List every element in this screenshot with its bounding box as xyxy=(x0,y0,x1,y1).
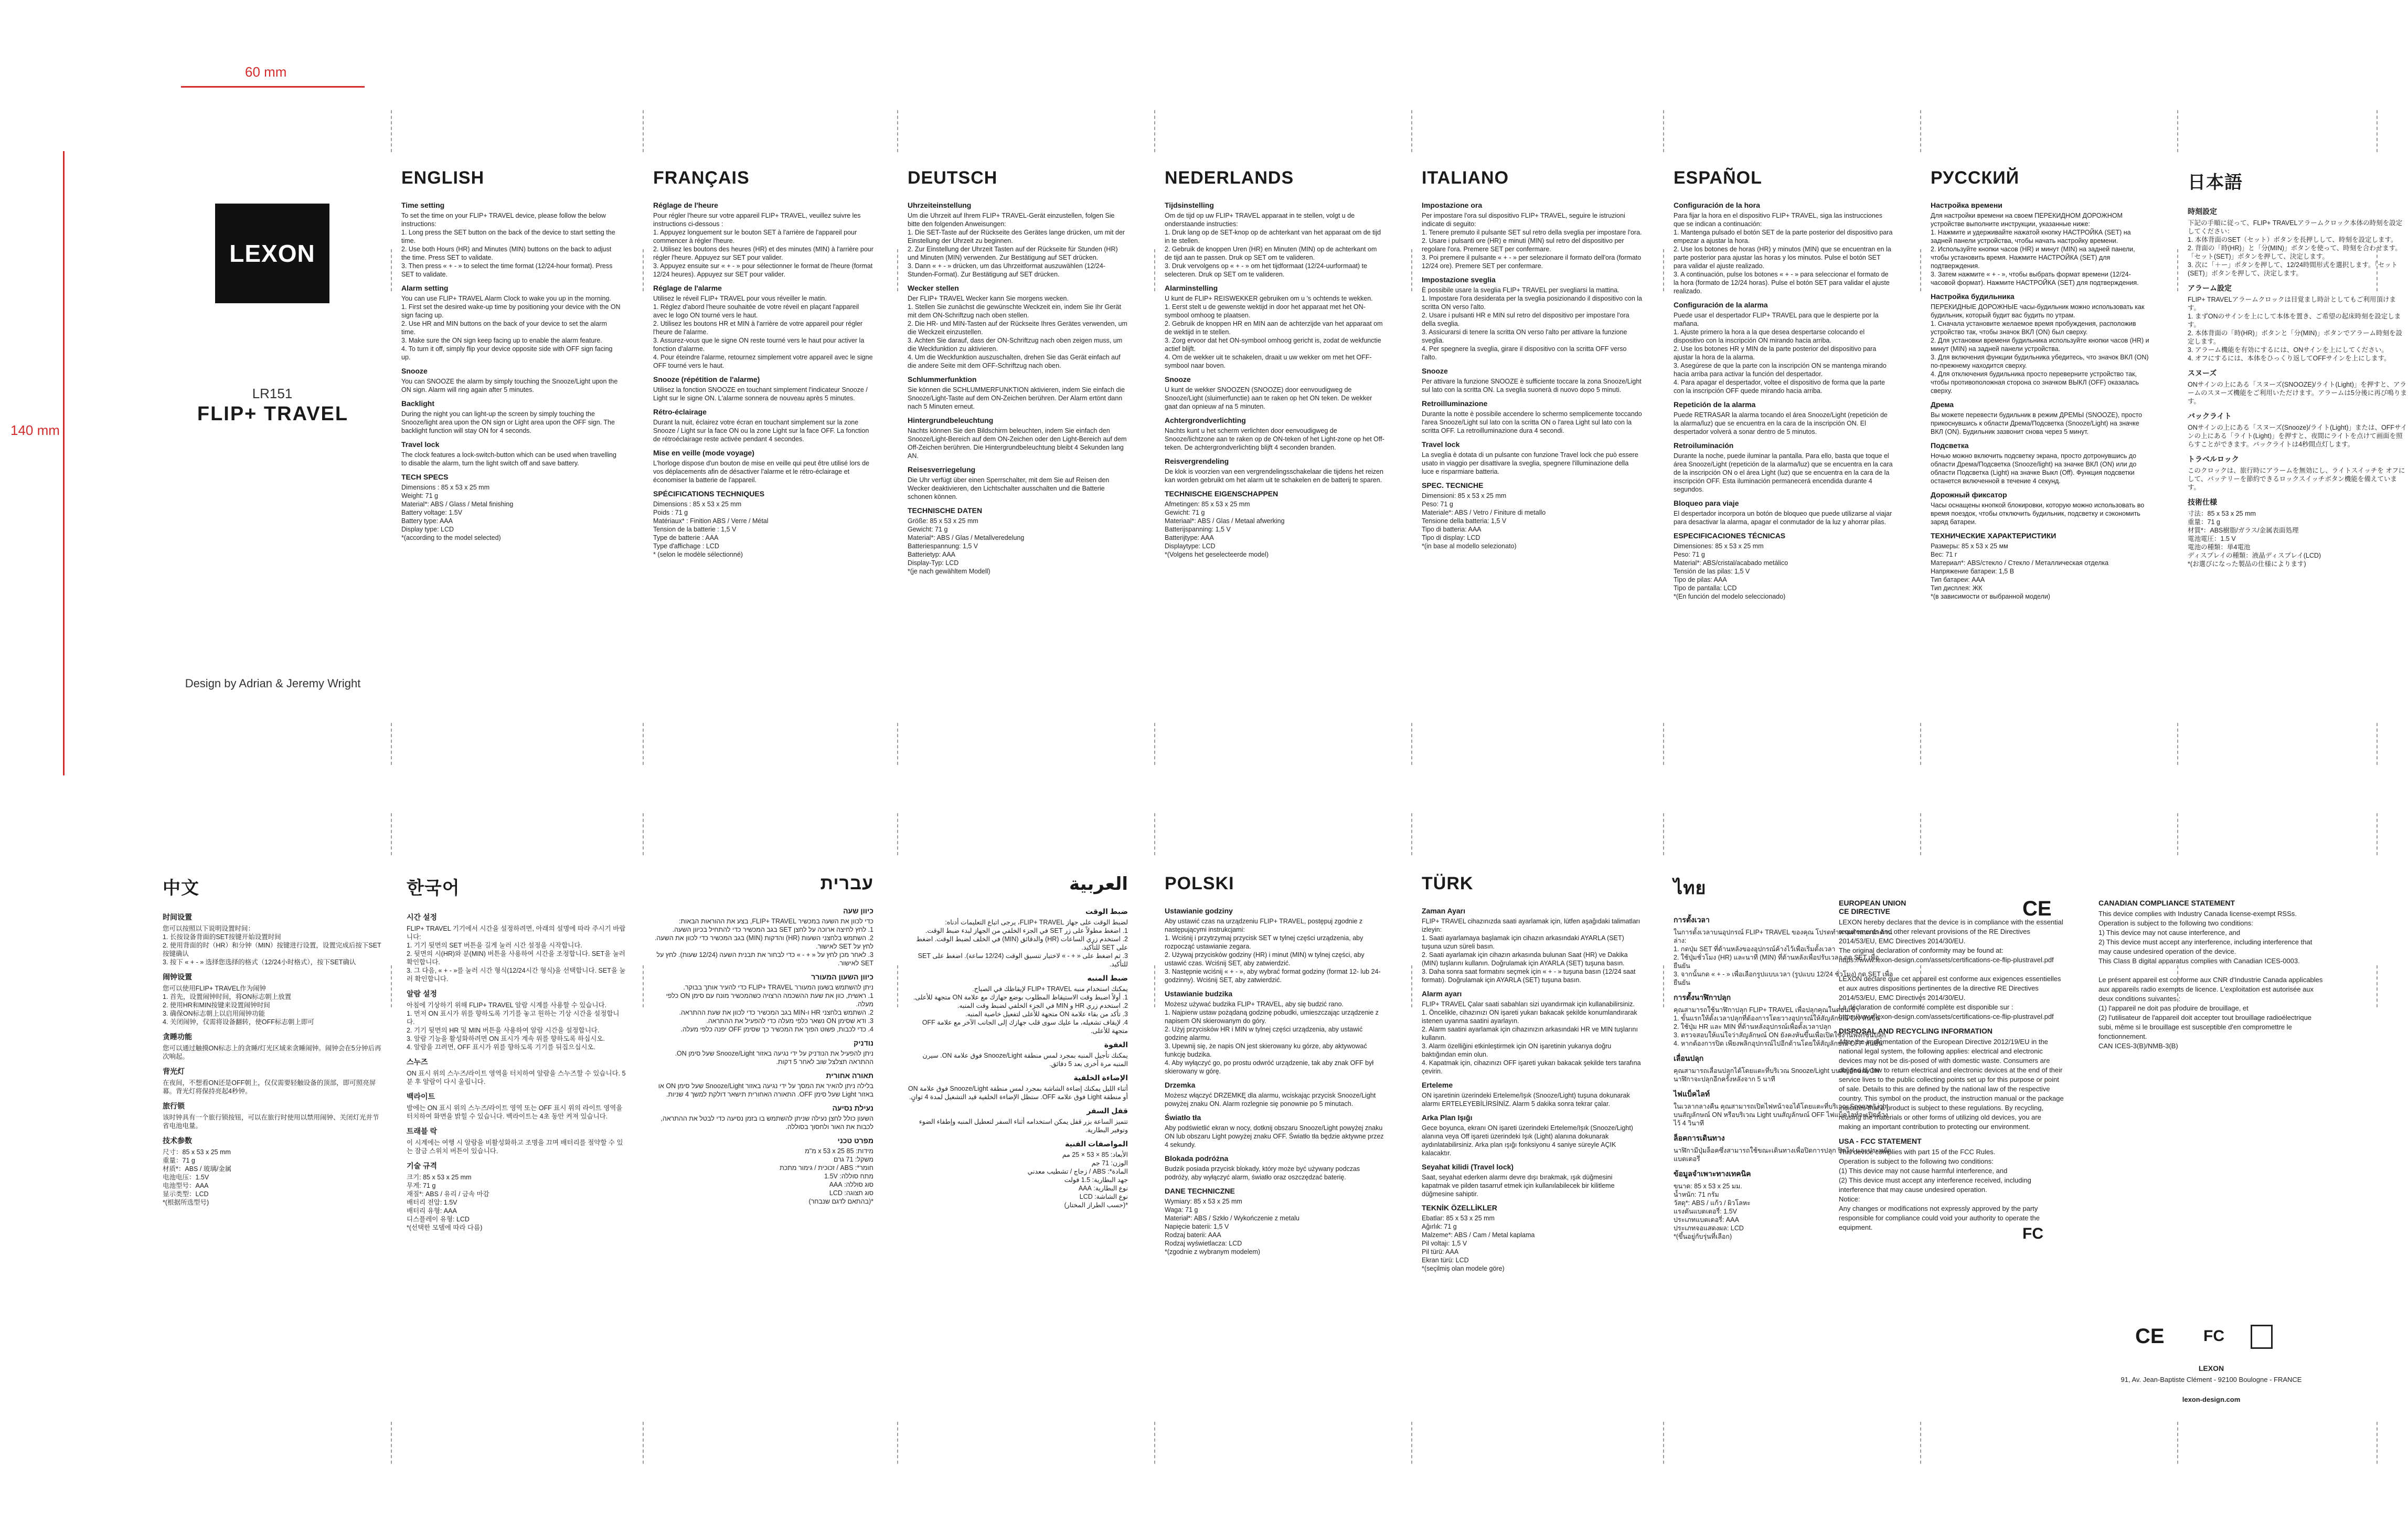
section-heading: ESPECIFICACIONES TÉCNICAS xyxy=(1674,531,1786,540)
height-dimension-label: 140 mm xyxy=(10,422,60,438)
section-body: 밤에는 ON 표시 위의 스누즈/라이트 영역 또는 OFF 표시 위의 라이트 영역을 터치하여 화면을 밝힐 수 있습니다. 백라이트는 4초 동안 켜져 있습니다. xyxy=(407,1104,623,1120)
section-heading: Alarm ayarı xyxy=(1422,989,1462,998)
section-body: يمكنك استخدام منبه FLIP+ TRAVEL لإيقاظك في الصباح. 1. أولاً اضبط وقت الاستيقاظ المطلوب بوضع جهازك مع علامة ON متجهة للأعلى. 2. استخدم زري HR و MIN في الجزء الخلفي لضبط وقت المنبه. 3. تأكد من بقاء علامة ON متجهة للأعلى لتفعيل خاصية المنبه. 4. لإيقاف تشغيله، ما عليك سوى قلب جهازك إلى الجانب الآخر مع علامة OFF متجهة للأعلى. xyxy=(913,985,1128,1035)
section-heading: Repetición de la alarma xyxy=(1674,400,1756,409)
section-body: U kunt de FLIP+ REISWEKKER gebruiken om u 's ochtends te wekken. 1. Eerst stelt u de gewenste wektijd in door het apparaat met het ON-symbool omhoog te plaatsen. 2. Gebruik de knoppen HR en MIN aan de achterzijde van het apparaat om de wektijd in te stellen. 3. Zorg ervoor dat het ON-symbool omhoog gericht is, zodat de wekfunctie actief blijft. 4. Om de wekker uit te schakelen, draait u uw wekker om met het OFF-symbool naar boven. xyxy=(1165,295,1383,369)
section-body: השעון כולל לחצן נעילה שניתן להשתמש בו בזמן נסיעה כדי לבטל את ההתראה, לכבות את האור ולחסוך בסוללה. xyxy=(660,1115,873,1131)
section-heading: Настройка будильника xyxy=(1931,292,2015,301)
section-body: لضبط الوقت على جهاز FLIP+ TRAVEL، يرجى اتباع التعليمات أدناه: 1. اضغط مطولاً على زر SET في الجزء الخلفي من الجهاز لبدء ضبط الوقت. 2. استخدم زري الساعات (HR) والدقائق (MIN) في الخلف لضبط الوقت. اضغط على SET للتأكيد. 3. ثم اضغط على « + - » لاختيار تنسيق الوقت (12/24 ساعة). اضغط على SET للتأكيد. xyxy=(916,919,1128,968)
section-body: כדי לכוון את השעה במכשיר FLIP+ TRAVEL, בצע את ההוראות הבאות: 1. לחץ לחיצה ארוכה על לחצן SET בגב המכשיר כדי להתחיל בכיוון השעה. 2. השתמש בלחצני השעות (HR) והדקות (MIN) בגב המכשיר כדי לכוון את השעה. לחץ על SET לאישור. 3. לאחר מכן לחץ על « + - » כדי לבחור את תבנית השעה (12/24 שעות). לחץ על SET לאישור. xyxy=(654,918,873,967)
section-heading: Ustawianie budzika xyxy=(1165,989,1233,998)
language-column xyxy=(653,874,873,1211)
fold-line xyxy=(391,965,392,1007)
fold-line xyxy=(2377,813,2378,855)
compliance-body: After the implementation of the European Directive 2012/19/EU in the national legal system, the following applies: electrical and electronic devices may not be dis-posed of with domestic waste. Consumers are obliged by law to return electrical and electronic devices at the end of their service lives to the public collecting points set up for this purpose or point of sale. Details to this are defined by the national law of the respective country. This symbol on the product, the instruction manual or the package indicates that a product is subject to these regulations. By recycling, reusing the materials or other forms of utilizing old devices, you are making an important contribution to protecting our environment. xyxy=(1839,1038,2064,1131)
fold-line xyxy=(1663,965,1664,1007)
fold-line xyxy=(643,965,644,1007)
section-heading: Configuración de la hora xyxy=(1674,201,1760,209)
section-heading: SPÉCIFICATIONS TECHNIQUES xyxy=(653,489,765,498)
section-heading: スヌーズ xyxy=(2188,369,2217,377)
language-title: עברית xyxy=(820,874,873,893)
language-title: العربية xyxy=(1069,874,1128,894)
section-heading: Travel lock xyxy=(1422,440,1460,449)
section-body: 下記の手順に従って、FLIP+ TRAVELアラームクロック本体の時刻を設定してください： 1. 本体背面のSET（セット）ボタンを長押しして、時刻を設定します。 2. 背面の「時(HR)」と「分(MIN)」ボタンを使って、時刻を合わせます。「セット(SET)」ボタンを押して、決定します。 3. 次に「＋ー」ボタンを押して、12/24時間形式を選択します。「セット(SET)」ボタンを押して、決定します。 xyxy=(2188,219,2403,277)
section-body: أثناء الليل يمكنك إضاءة الشاشة بمجرد لمس منطقة Snooze/Light فوق علامة ON أو منطقة Light فوق علامة OFF. ستظل الإضاءة الخلفية قيد التشغيل لمدة 4 ثوانٍ. xyxy=(908,1085,1128,1101)
section-heading: Backlight xyxy=(401,399,435,408)
section-heading: การตั้งเวลา xyxy=(1674,916,1710,924)
fold-line xyxy=(1154,110,1155,152)
fold-line xyxy=(897,249,898,291)
section-body: Der FLIP+ TRAVEL Wecker kann Sie morgens wecken. 1. Stellen Sie zunächst die gewünschte Weckzeit ein, indem Sie Ihr Gerät mit dem ON-Schriftzug nach oben stellen. 2. Die HR- und MIN-Tasten auf der Rückseite Ihres Gerätes verwenden, um die Weckzeit einzustellen. 3. Achten Sie darauf, dass der ON-Schriftzug nach oben zeigen muss, um die Weckfunktion zu aktivieren. 4. Um die Weckfunktion auszuschalten, drehen Sie das Gerät einfach auf die andere Seite mit dem OFF-Schriftzug nach oben. xyxy=(908,295,1127,369)
section-heading: الإضاءة الخلفية xyxy=(1073,1073,1128,1082)
language-title: ไทย xyxy=(1674,878,1707,898)
section-heading: מפרט טכני xyxy=(837,1136,873,1145)
section-body: ONサインの上にある「スヌーズ(Snooze)/ライト(Light)」または、OFFサインの上にある「ライト(Light)」を押すと、夜間にライトを点けて画面を照らすことができます。バックライトは4秒間点灯します。 xyxy=(2188,424,2407,448)
compliance-heading: DISPOSAL AND RECYCLING INFORMATION xyxy=(1839,1027,1993,1035)
fold-line xyxy=(897,723,898,765)
language-title: ENGLISH xyxy=(401,168,485,188)
fold-line xyxy=(2177,1422,2178,1464)
section-body: ПЕРЕКИДНЫЕ ДОРОЖНЫЕ часы-будильник можно использовать как будильник, который будит вас будить по утрам. 1. Сначала установите желаемое время пробуждения, расположив устройство так, чтобы значок ВКЛ (ON) был сверху. 2. Для установки времени будильника используйте кнопки часов (HR) и минут (MIN) на задней панели устройства. 3. Для включения функции будильника убедитесь, что значок ВКЛ (ON) по-прежнему находится сверху. 4. Для отключения будильника просто переверните устройство так, чтобы противоположная сторона со значком ВЫКЛ (OFF) оказалась сверху. xyxy=(1931,303,2149,395)
width-dimension-line xyxy=(181,86,365,88)
compliance-heading: USA - FCC STATEMENT xyxy=(1839,1137,1922,1145)
section-body: 在夜间，不想看ON还是OFF朝上，仅仅需要轻触设备的顶部，即可照亮屏幕。背光灯将保持亮起4秒钟。 xyxy=(163,1079,376,1095)
section-heading: المواصفات الفنية xyxy=(1065,1140,1128,1148)
section-body: 尺寸：85 x 53 x 25 mm 重量：71 g 材质*：ABS / 玻璃/金属 电池电压：1.5V 电池型号：AAA 显示类型：LCD *(根据所选型号) xyxy=(163,1148,232,1206)
section-body: מידות: 85 x 53 x 25 מ"מ משקל: 71 גרם חומר*: ABS / זכוכית / גימור מתכת מתח סוללה: 1.5V סוג סוללה: AAA סוג תצוגה: LCD *(בהתאם לדגם שנבחר) xyxy=(780,1147,873,1205)
section-body: ON 표시 위의 스누즈/라이트 영역을 터치하여 알람을 스누즈할 수 있습니다. 5분 후 알람이 다시 울립니다. xyxy=(407,1070,626,1085)
section-heading: Retroilluminazione xyxy=(1422,399,1488,408)
section-heading: 技术参数 xyxy=(163,1136,192,1145)
section-heading: Wecker stellen xyxy=(908,284,959,292)
section-body: Durant la nuit, éclairez votre écran en touchant simplement sur la zone Snooze / Light sur la face ON ou la zone Light sur la face OFF. La fonction de rétroéclairage reste activée pendant 4 secondes. xyxy=(653,419,869,443)
compliance-body: This device complies with Industry Canada license-exempt RSSs. Operation is subject to the following two conditions: 1) This device may not cause interference, and 2) This device must accept any interference, including interference that may cause undesired operation of the device. This Class B digital apparatus complies with Canadian ICES-0003. Le présent appareil est conforme aux CNR d'Industrie Canada applicables aux appareils radio exempts de licence. L'exploitation est autorisée aux deux conditions suivantes : (1) l'appareil ne doit pas produire de brouillage, et (2) l'utilisateur de l'appareil doit accepter tout brouillage radioélectrique subi, même si le brouillage est susceptible d'en compromettre le fonctionnement. CAN ICES-3(B)/NMB-3(B) xyxy=(2098,910,2323,1050)
section-body: Saat, seyahat ederken alarmı devre dışı bırakmak, ışık düğmesini kapatmak ve pilden tasarruf etmek için kullanılabilecek bir kilitleme düğmesine sahiptir. xyxy=(1422,1174,1615,1198)
section-body: ON işaretinin üzerindeki Erteleme/Işık (Snooze/Light) tuşuna dokunarak alarmı ERTELEYEBİLİRSİNİZ. Alarm 5 dakika sonra tekrar çalar. xyxy=(1422,1092,1630,1108)
section-body: Per impostare l'ora sul dispositivo FLIP+ TRAVEL, seguire le istruzioni indicate di seguito: 1. Tenere premuto il pulsante SET sul retro della sveglia per impostare l'ora. 2. Usare i pulsanti ore (HR) e minuti (MIN) sul retro del dispositivo per regolare l'ora. Premere SET per confermare. 3. Poi premere il pulsante « + - » per selezionare il formato dell'ora (formato 12/24 ore). Premere SET per confermare. xyxy=(1422,212,1642,270)
compliance-body: LEXON hereby declares that the device is in compliance with the essential requirements and other relevant provisions of the RE Directives 2014/53/EU, EMC Directives 2014/30/EU. The original declaration of conformity may be found at: https://www.lexon-design.com/assets/certifications-ce-flip-plustravel.pdf LEXON déclare que cet appareil est conforme aux exigences essentielles et aux autres dispositions pertinentes de la directive RE Directives 2014/53/EU, EMC Directives 2014/30/EU. La déclaration de conformité complète est disponible sur : https://www.lexon-design.com/assets/certifications-ce-flip-plustravel.pdf xyxy=(1839,918,2063,1020)
section-heading: การตั้งนาฬิกาปลุก xyxy=(1674,993,1731,1002)
section-heading: Drzemka xyxy=(1165,1081,1196,1089)
section-heading: เลื่อนปลุก xyxy=(1674,1054,1704,1062)
section-heading: Alarminstelling xyxy=(1165,284,1218,292)
fold-line xyxy=(2177,723,2178,765)
section-heading: ไฟแบ็คไลท์ xyxy=(1674,1090,1710,1098)
language-title: TÜRK xyxy=(1422,874,1474,893)
section-heading: Snooze xyxy=(1422,367,1448,375)
fold-line xyxy=(1411,965,1412,1007)
section-body: Ebatlar: 85 x 53 x 25 mm Ağırlık: 71 g Malzeme*: ABS / Cam / Metal kaplama Pil voltajı: 1,5 V Pil türü: AAA Ekran türü: LCD *(seçilmiş olan modele göre) xyxy=(1422,1215,1535,1272)
section-heading: 트래블 락 xyxy=(407,1127,437,1135)
section-body: FLIP+ TRAVEL cihazınızda saati ayarlamak için, lütfen aşağıdaki talimatları izleyin: 1. Saati ayarlamaya başlamak için cihazın arkasındaki AYARLA (SET) tuşuna uzun süreli basın. 2. Saati ayarlamak için cihazın arkasında bulunan Saat (HR) ve Dakika (MIN) tuşlarını kullanın. Doğrulamak için AYARLA (SET) tuşuna basın. 3. Daha sonra saat formatını seçmek için « + - » tuşuna basın (12/24 saat formatı). Doğrulamak için AYARLA (SET) tuşuna basın. xyxy=(1422,918,1640,984)
section-body: בלילה ניתן להאיר את המסך על ידי נגיעה באזור Snooze/Light שעל סימן ON או באזור Light שעל סימן OFF. התאורה האחורית תישאר דולקת למשך 4 שניות. xyxy=(658,1082,873,1098)
section-body: FLIP+ TRAVEL 기기에서 시간을 설정하려면, 아래의 설명에 따라 주시기 바랍니다: 1. 기기 뒷면의 SET 버튼을 길게 눌러 시간 설정을 시작합니다. 2. 뒷면의 시(HR)와 분(MIN) 버튼을 사용하여 시간을 조정합니다. SET을 눌러 확인합니다. 3. 그 다음, « + - »를 눌러 시간 형식(12/24시간 형식)을 선택합니다. SET을 눌러 확인합니다. xyxy=(407,925,626,983)
section-heading: Time setting xyxy=(401,201,445,209)
section-body: El despertador incorpora un botón de bloqueo que puede utilizarse al viajar para desactivar la alarma, apagar el conmutador de la luz y ahorrar pilas. xyxy=(1674,510,1892,526)
section-body: De klok is voorzien van een vergrendelingsschakelaar die tijdens het reizen kan worden gebruikt om het alarm uit te schakelen en de batterij te sparen. xyxy=(1165,468,1383,484)
section-heading: Travel lock xyxy=(401,440,440,449)
fold-line xyxy=(1920,1422,1921,1464)
section-heading: Дорожный фиксатор xyxy=(1931,491,2007,499)
section-heading: Reisvergrendeling xyxy=(1165,457,1229,465)
fold-line xyxy=(1663,813,1664,855)
section-heading: 技術仕様 xyxy=(2188,498,2217,506)
section-heading: כיוון השעון המעורר xyxy=(811,973,873,981)
section-heading: バックライト xyxy=(2188,412,2232,420)
fold-line xyxy=(2377,723,2378,765)
section-body: Om de tijd op uw FLIP+ TRAVEL apparaat in te stellen, volgt u de onderstaande instructies: 1. Druk lang op de SET-knop op de achterkant van het apparaat om de tijd in te stellen. 2. Gebruik de knoppen Uren (HR) en Minuten (MIN) op de achterkant om de tijd aan te passen. Druk op SET om te valideren. 3. Druk vervolgens op « + - » om het tijdformaat (12/24-uurformaat) te selecteren. Druk op SET om te valideren. xyxy=(1165,212,1381,278)
section-body: ניתן להפעיל את הנודניק על ידי נגיעה באזור Snooze/Light שעל סימן ON. ההתראה תצלצל שוב לאחר 5 דקות. xyxy=(675,1050,873,1066)
language-column xyxy=(1422,874,1642,1278)
section-body: FLIP+ TRAVELアラームクロックは目覚まし時計としてもご利用頂けます。 1. まずONのサインを上にして本体を置き、ご希望の起床時刻を設定します。 2. 本体背面の「時(HR)」ボタンと「分(MIN)」ボタンでアラーム時刻を設定します。 3. アラーム機能を有効にするには、ONサインを上にしてください。 4. オフにするには、本体をひっくり返してOFFサインを上にします。 xyxy=(2188,296,2403,362)
section-heading: 백라이트 xyxy=(407,1092,435,1101)
section-body: ขนาด: 85 x 53 x 25 มม. น้ำหนัก: 71 กรัม วัสดุ*: ABS / แก้ว / ผิวโลหะ แรงดันแบตเตอรี่: 1.5V ประเภทแบตเตอรี่: AAA ประเภทจอแสดงผล: LCD *(ขึ้นอยู่กับรุ่นที่เลือก) xyxy=(1674,1183,1751,1240)
section-body: The clock features a lock-switch-button which can be used when travelling to disable the alarm, turn the light switch off and save battery. xyxy=(401,451,616,467)
section-body: Afmetingen: 85 x 53 x 25 mm Gewicht: 71 g Materiaal*: ABS / Glas / Metaal afwerking Batterijspanning: 1,5 V Batterijtype: AAA Displaytype: LCD *(Volgens het geselecteerde model) xyxy=(1165,501,1285,558)
section-body: Para fijar la hora en el dispositivo FLIP+ TRAVEL, siga las instrucciones que se indican a continuación: 1. Mantenga pulsado el botón SET de la parte posterior del dispositivo para empezar a ajustar la hora. 2. Use los botones de horas (HR) y minutos (MIN) que se encuentran en la parte posterior para ajustar las horas y los minutos. Pulse el botón SET para validar el ajuste realizado. 3. A continuación, pulse los botones « + - » para seleccionar el formato de la hora (formato de 12/24 horas). Pulse el botón SET para validar el ajuste realizado. xyxy=(1674,212,1893,295)
section-heading: Tijdsinstelling xyxy=(1165,201,1214,209)
section-body: You can SNOOZE the alarm by simply touching the Snooze/Light upon the ON sign. Alarm will ring again after 5 minutes. xyxy=(401,378,618,393)
fold-line xyxy=(1920,813,1921,855)
section-heading: アラーム設定 xyxy=(2188,284,2232,292)
section-body: Размеры: 85 x 53 x 25 мм Вес: 71 г Материал*: ABS/стекло / Стекло / Металлическая отделка Напряжение батареи: 1,5 В Тип батареи: AAA Тип дисплея: ЖК *(в зависимости от выбранной модели) xyxy=(1931,542,2109,600)
section-body: Gece boyunca, ekranı ON işareti üzerindeki Erteleme/Işık (Snooze/Light) alanına veya Off işareti üzerindeki Işık (Light) alanına dokunarak aydınlatabilirsiniz. Arka plan ışığı fonksiyonu 4 saniye süreyle AÇIK kalacaktır. xyxy=(1422,1124,1633,1157)
section-body: Wymiary: 85 x 53 x 25 mm Waga: 71 g Materiał*: ABS / Szkło / Wykończenie z metalu Napięcie baterii: 1,5 V Rodzaj baterii: AAA Rodzaj wyświetlacza: LCD *(zgodnie z wybranym modelem) xyxy=(1165,1198,1299,1255)
fold-line xyxy=(897,1422,898,1464)
section-body: Dimensions : 85 x 53 x 25 mm Poids : 71 g Matériaux* : Finition ABS / Verre / Métal Tension de la batterie : 1,5 V Type de batterie : AAA Type d'affichage : LCD * (selon le modèle sélectionné) xyxy=(653,501,769,558)
model-number: LR151 xyxy=(252,386,293,401)
language-column xyxy=(1931,168,2151,606)
section-body: Durante la noche, puede iluminar la pantalla. Para ello, basta que toque el área Snooze/Light (repetición de la alarma/luz) que se encuentra en la cara de la inscripción ON o el área Light (luz) que se encuentra en la cara de la inscripción OFF. Esta iluminación permanecerá encendida durante 4 segundos. xyxy=(1674,452,1893,493)
section-body: È possibile usare la sveglia FLIP+ TRAVEL per svegliarsi la mattina. 1. Impostare l'ora desiderata per la sveglia posizionando il dispositivo con la scritta ON verso l'alto. 2. Usare i pulsanti HR e MIN sul retro del dispositivo per impostare l'ora della sveglia. 3. Assicurarsi di tenere la scritta ON verso l'alto per attivare la funzione sveglia. 4. Per spegnere la sveglia, girare il dispositivo con la scritta OFF verso l'alto. xyxy=(1422,286,1642,361)
section-heading: Arka Plan Işığı xyxy=(1422,1113,1473,1122)
section-body: นาฬิกามีปุ่มล็อคซึ่งสามารถใช้ขณะเดินทางเพื่อปิดการปลุก ปิดไฟ และประหยัดแบตเตอรี่ xyxy=(1674,1147,1892,1163)
fold-line xyxy=(1411,249,1412,291)
section-body: このクロックは、旅行時にアラームを無効にし、ライトスイッチを オフにして、バッテリーを節約できるロックスイッチボタン機能を備えています。 xyxy=(2188,467,2405,491)
section-body: Um die Uhrzeit auf Ihrem FLIP+ TRAVEL-Gerät einzustellen, folgen Sie bitte den folgenden Anweisungen: 1. Die SET-Taste auf der Rückseite des Gerätes lange drücken, um mit der Einstellung der Uhrzeit zu beginnen. 2. Zur Einstellung der Uhrzeit Tasten auf der Rückseite für Stunden (HR) und Minuten (MIN) verwenden. Zur Bestätigung auf SET drücken. 3. Dann « + - » drücken, um das Uhrzeitformat auszuwählen (12/24-Stunden-Format). Zur Bestätigung auf SET drücken. xyxy=(908,212,1125,278)
product-name: FLIP+ TRAVEL xyxy=(197,403,349,425)
language-title: NEDERLANDS xyxy=(1165,168,1294,188)
language-title: 日本語 xyxy=(2188,173,2243,193)
section-heading: Impostazione ora xyxy=(1422,201,1483,209)
fold-line xyxy=(1920,249,1921,291)
section-body: Nachts können Sie den Bildschirm beleuchten, indem Sie einfach den Snooze/Light-Bereich auf dem ON-Zeichen oder den Light-Bereich auf dem Off-Zeichen berühren. Die Hintergrundbeleuchtung bleibt 4 Sekunden lang AN. xyxy=(908,427,1127,460)
fold-line xyxy=(391,723,392,765)
section-heading: Snooze xyxy=(401,367,428,375)
fold-line xyxy=(897,813,898,855)
language-column xyxy=(908,168,1128,581)
fold-line xyxy=(643,249,644,291)
fold-line xyxy=(1411,813,1412,855)
section-body: Per attivare la funzione SNOOZE è sufficiente toccare la zona Snooze/Light sul lato con la scritta ON. La sveglia suonerà di nuovo dopo 5 minuti. xyxy=(1422,378,1642,393)
section-body: During the night you can light-up the screen by simply touching the Snooze/light area upon the ON sign or Light area upon the OFF sign. The backlight function will stay ON for 4 seconds. xyxy=(401,410,615,434)
section-heading: ضبط الوقت xyxy=(1085,907,1128,916)
section-body: 寸法：85 x 53 x 25 mm 重量：71 g 材質*：ABS樹脂/ガラス/金属表面処理 電池電圧：1.5 V 電池の種類：単4電池 ディスプレイの種類：液晶ディスプレイ(LCD) *(お選びになった製品の仕様によります) xyxy=(2188,510,2321,568)
fold-line xyxy=(1920,110,1921,152)
fold-line xyxy=(2177,110,2178,152)
section-heading: Подсветка xyxy=(1931,441,1969,450)
section-heading: Impostazione sveglia xyxy=(1422,275,1496,284)
section-heading: Reisesverriegelung xyxy=(908,465,976,474)
section-body: يمكنك تأجيل المنبه بمجرد لمس منطقة Snooze/Light فوق علامة ON. سيرن المنبه مرة أخرى بعد 5 دقائق. xyxy=(922,1052,1128,1068)
section-heading: נודניק xyxy=(854,1039,873,1047)
fold-line xyxy=(1154,813,1155,855)
language-column xyxy=(1674,168,1894,606)
section-body: ONサインの上にある「スヌーズ(SNOOZE)/ライト(Light)」を押すと、アラームのスヌーズ機能をご利用いただけます。アラームは5分後に再び鳴ります。 xyxy=(2188,381,2407,405)
section-body: Utilisez la fonction SNOOZE en touchant simplement l'indicateur Snooze / Light sur le signe ON. L'alarme sonnera de nouveau après 5 minutes. xyxy=(653,386,868,402)
compliance-heading: EUROPEAN UNION CE DIRECTIVE xyxy=(1839,899,1906,916)
fold-line xyxy=(1920,723,1921,765)
ce-mark: CE xyxy=(2022,897,2052,920)
fold-line xyxy=(897,110,898,152)
compliance-left-column xyxy=(1839,895,2064,1238)
footer-brand: LEXON xyxy=(2198,1364,2224,1372)
fold-line xyxy=(391,249,392,291)
section-heading: الغفوة xyxy=(1104,1040,1128,1049)
language-title: 한국어 xyxy=(407,878,460,898)
fcc-mark: FC xyxy=(2022,1225,2043,1242)
section-body: 您可以通过触摸ON标志上的贪睡/灯光区域来贪睡闹钟。闹钟会在5分钟后再次响起。 xyxy=(163,1045,381,1060)
section-heading: DANE TECHNICZNE xyxy=(1165,1187,1235,1195)
section-heading: トラベルロック xyxy=(2188,455,2239,463)
fold-line xyxy=(1411,110,1412,152)
section-heading: Réglage de l'alarme xyxy=(653,284,722,292)
ce-mark-right: CE xyxy=(2135,1325,2165,1348)
section-body: تتميز الساعة بزر قفل يمكن استخدامه أثناء السفر لتعطيل المنبه وإطفاء الضوء وتوفير البطارية. xyxy=(919,1118,1128,1134)
section-body: ในเวลากลางคืน คุณสามารถเปิดไฟหน้าจอได้โดยแตะที่บริเวณ Snooze/Light บนสัญลักษณ์ ON หรือบริเวณ Light บนสัญลักษณ์ OFF ไฟแบ็คไลท์จะเปิดค้างไว้ 4 วินาที xyxy=(1674,1103,1889,1127)
section-body: 该时钟具有一个旅行锁按钮，可以在旅行时使用以禁用闹钟、关闭灯光并节省电池电量。 xyxy=(163,1114,379,1130)
fold-line xyxy=(897,965,898,1007)
section-body: 아침에 기상하기 위해 FLIP+ TRAVEL 알람 시계를 사용할 수 있습니다. 1. 먼저 ON 표시가 위를 향하도록 기기를 놓고 원하는 기상 시간을 설정합니다. 2. 기기 뒷면의 HR 및 MIN 버튼을 사용하여 알람 시간을 설정합니다. 3. 알람 기능을 활성화하려면 ON 표시가 계속 위를 향하도록 하십시오. 4. 알람을 끄려면, OFF 표시가 위를 향하도록 기기를 뒤집으십시오. xyxy=(407,1002,620,1051)
language-column xyxy=(1165,168,1385,564)
fold-line xyxy=(1663,723,1664,765)
section-heading: Ustawianie godziny xyxy=(1165,907,1233,915)
section-body: Puede RETRASAR la alarma tocando el área Snooze/Light (repetición de la alarma/luz) que se encuentra en la cara de la inscripción ON. El despertador volverá a sonar dentro de 5 minutos. xyxy=(1674,411,1888,435)
fold-line xyxy=(643,723,644,765)
section-heading: Achtergrondverlichting xyxy=(1165,416,1246,424)
language-title: POLSKI xyxy=(1165,874,1234,893)
language-column xyxy=(163,874,383,1212)
section-body: Nachts kunt u het scherm verlichten door eenvoudigweg de Snooze/lichtzone aan te raken op de ON-teken of het Light-zone op het Off-teken. De achtergrondverlichting blijft 4 seconden branden. xyxy=(1165,427,1384,451)
section-body: Для настройки времени на своем ПЕРЕКИДНОМ ДОРОЖНОМ устройстве выполните инструкции, указанные ниже: 1. Нажмите и удерживайте нажатой кнопку НАСТРОЙКА (SET) на задней панели устройства, чтобы начать настройку времени. 2. Используйте кнопки часов (HR) и минут (MIN) на задней панели, чтобы установить время. Нажмите НАСТРОЙКА (SET) для подтверждения. 3. Затем нажмите « + - », чтобы выбрать формат времени (12/24-часовой формат). Нажмите НАСТРОЙКА (SET) для подтверждения. xyxy=(1931,212,2139,286)
language-column xyxy=(1165,874,1385,1261)
fold-line xyxy=(1411,723,1412,765)
section-body: Utilisez le réveil FLIP+ TRAVEL pour vous réveiller le matin. 1. Réglez d'abord l'heure souhaitée de votre réveil en plaçant l'appareil avec le logo ON tourné vers le haut. 2. Utilisez les boutons HR et MIN à l'arrière de votre appareil pour régler l'heure de l'alarme. 3. Assurez-vous que le signe ON reste tourné vers le haut pour activer la fonction d'alarme. 4. Pour éteindre l'alarme, retournez simplement votre appareil avec le signe OFF tourné vers le haut. xyxy=(653,295,873,369)
section-body: Pour régler l'heure sur votre appareil FLIP+ TRAVEL, veuillez suivre les instructions ci-dessous : 1. Appuyez longuement sur le bouton SET à l'arrière de l'appareil pour commencer à régler l'heure. 2. Utilisez les boutons des heures (HR) et des minutes (MIN) à l'arrière pour régler l'heure. Appuyez sur SET pour valider. 3. Appuyez ensuite sur « + - » pour sélectionner le format de l'heure (format 12/24 heures). Appuyez sur SET pour valider. xyxy=(653,212,873,278)
section-body: Ночью можно включить подсветку экрана, просто дотронувшись до области Дрема/Подсветка (Snooze/light) на значке ВКЛ (ON) или до области Подсветка (Light) на значке Выкл (Off). Функция подсветки останется включенной в течение 4 секунд. xyxy=(1931,452,2137,485)
section-heading: Snooze xyxy=(1165,375,1191,384)
fold-line xyxy=(1154,723,1155,765)
design-credit: Design by Adrian & Jeremy Wright xyxy=(185,677,361,690)
section-body: Dimensioni: 85 x 53 x 25 mm Peso: 71 g Materiale*: ABS / Vetro / Finiture di metallo Tensione della batteria: 1,5 V Tipo di batteria: AAA Tipo di display: LCD *(in base al modello selezionato) xyxy=(1422,492,1546,550)
language-title: РУССКИЙ xyxy=(1931,168,2020,188)
section-body: 您可以使用FLIP+ TRAVEL作为闹钟 1. 首先，设置闹钟时间，将ON标志朝上放置 2. 使用HR和MIN按键来设置闹钟时间 3. 确保ON标志朝上以启用闹钟功能 4. 关闭闹钟，仅需将设备翻转，使OFF标志朝上即可 xyxy=(163,985,314,1026)
fold-line xyxy=(1663,1422,1664,1464)
section-body: Puede usar el despertador FLIP+ TRAVEL para que le despierte por la mañana. 1. Ajuste primero la hora a la que desea despertarse colocando el dispositivo con la inscripción ON mirando hacia arriba. 2. Use los botones HR y MIN de la parte posterior del dispositivo para ajustar la hora de la alarma. 3. Asegúrese de que la parte con la inscripción ON se mantenga mirando hacia arriba para activar la función del despertador. 4. Para apagar el despertador, voltee el dispositivo de forma que la parte con la inscripción OFF quede mirando hacia arriba. xyxy=(1674,312,1887,395)
compliance-right-column xyxy=(2098,895,2324,1056)
compliance-heading: CANADIAN COMPLIANCE STATEMENT xyxy=(2098,899,2235,907)
section-body: La sveglia è dotata di un pulsante con funzione Travel lock che può essere usato in viaggio per disattivare la sveglia, spegnere l'illuminazione della luce e risparmiare batteria. xyxy=(1422,451,1638,475)
language-title: ITALIANO xyxy=(1422,168,1509,188)
section-heading: 贪睡功能 xyxy=(163,1033,192,1041)
language-title: 中文 xyxy=(163,878,199,898)
fold-line xyxy=(643,1422,644,1464)
section-body: 크기: 85 x 53 x 25 mm 무게: 71 g 재질*: ABS / 유리 / 금속 마감 배터리 전압: 1.5V 배터리 유형: AAA 디스플레이 유형: LCD *(선택한 모델에 따라 다름) xyxy=(407,1174,489,1231)
language-column xyxy=(2188,168,2408,573)
section-heading: ล็อคการเดินทาง xyxy=(1674,1134,1725,1142)
language-column xyxy=(401,168,622,547)
fold-line xyxy=(391,813,392,855)
section-body: You can use FLIP+ TRAVEL Alarm Clock to wake you up in the morning. 1. First set the desired wake-up time by positioning your device with the ON sign facing up. 2. Use HR and MIN buttons on the back of your device to set the alarm time. 3. Make sure the ON sign keep facing up to enable the alarm feature. 4. To turn it off, simply flip your device opposite side with OFF sign facing up. xyxy=(401,295,621,361)
language-column xyxy=(1422,168,1642,556)
section-heading: 알람 설정 xyxy=(407,989,437,998)
section-heading: 시간 설정 xyxy=(407,913,437,921)
section-heading: 闹钟设置 xyxy=(163,973,192,981)
section-heading: ข้อมูลจำเพาะทางเทคนิค xyxy=(1674,1169,1751,1178)
fold-line xyxy=(1663,249,1664,291)
section-body: U kunt de wekker SNOOZEN (SNOOZE) door eenvoudigweg de Snooze/Light (sluimerfunctie) aan te raken op het ON teken. De wekker gaat dan opnieuw af na 5 minuten. xyxy=(1165,386,1372,410)
section-heading: Blokada podróżna xyxy=(1165,1154,1229,1163)
section-body: คุณสามารถใช้นาฬิกาปลุก FLIP+ TRAVEL เพื่อปลุกคุณในตอนเช้า 1. ขั้นแรกให้ตั้งเวลาปลุกที่ต้องการโดยวางอุปกรณ์ให้สัญลักษณ์ ON หันขึ้น 2. ใช้ปุ่ม HR และ MIN ที่ด้านหลังอุปกรณ์เพื่อตั้งเวลาปลุก 3. ตรวจสอบให้แน่ใจว่าสัญลักษณ์ ON ยังคงหันขึ้นเพื่อเปิดใช้งานฟังก์ชันปลุก 4. หากต้องการปิด เพียงพลิกอุปกรณ์ไปอีกด้านโดยให้สัญลักษณ์ OFF หันขึ้น xyxy=(1674,1006,1886,1047)
section-body: Dimensions : 85 x 53 x 25 mm Weight: 71 g Material*: ABS / Glass / Metal finishing Battery voltage: 1.5V Battery type: AAA Display type: LCD *(according to the model selected) xyxy=(401,484,514,541)
fold-line xyxy=(2377,1422,2378,1464)
section-heading: 背光灯 xyxy=(163,1067,185,1076)
language-title: FRANÇAIS xyxy=(653,168,750,188)
section-heading: 스누즈 xyxy=(407,1058,428,1066)
section-heading: Дрема xyxy=(1931,400,1954,409)
section-heading: TEKNİK ÖZELLİKLER xyxy=(1422,1204,1497,1212)
section-body: Вы можете перевести будильник в режим ДРЕМЫ (SNOOZE), просто прикоснувшись к области Дрема/Подсветка (Snooze/Light) на значке ВКЛ (ON). Будильник зазвонит снова через 5 минут. xyxy=(1931,411,2143,435)
fold-line xyxy=(2177,813,2178,855)
section-body: L'horloge dispose d'un bouton de mise en veille qui peut être utilisé lors de vos déplacements afin de désactiver l'alarme et le rétro-éclairage et économiser la batterie de l'appareil. xyxy=(653,460,869,484)
fold-line xyxy=(2177,249,2178,291)
section-body: FLIP+ TRAVEL Çalar saati sabahları sizi uyandırmak için kullanabilirsiniz. 1. Öncelikle, cihazınızı ON işareti yukarı bakacak şekilde konumlandırarak istenen uyanma saatini ayarlayın. 2. Alarm saatini ayarlamak için cihazınızın arkasındaki HR ve MIN tuşlarını kullanın. 3. Alarm özelliğini etkinleştirmek için ON işaretinin yukarıya doğru baktığından emin olun. 4. Kapatmak için, cihazınızı OFF işareti yukarı bakacak şekilde ters tarafına çevirin. xyxy=(1422,1001,1641,1075)
fold-line xyxy=(1154,965,1155,1007)
section-heading: قفل السفر xyxy=(1086,1106,1128,1115)
footer-website: lexon-design.com xyxy=(2182,1396,2241,1403)
fold-line xyxy=(391,110,392,152)
fold-line xyxy=(643,110,644,152)
section-body: الأبعاد: 85 × 53 × 25 مم الوزن: 71 جم المادة*: ABS / زجاج / تشطيب معدني جهد البطارية: 1.5 فولت نوع البطارية: AAA نوع الشاشة: LCD *(حسب الطراز المختار) xyxy=(1027,1151,1128,1209)
section-heading: TECH SPECS xyxy=(401,473,449,481)
section-heading: SPEC. TECNICHE xyxy=(1422,481,1484,489)
fold-line xyxy=(1154,1422,1155,1464)
section-heading: Schlummerfunktion xyxy=(908,375,977,384)
lexon-logo: LEXON xyxy=(215,204,329,303)
section-body: Budzik posiada przycisk blokady, który może być używany podczas podróży, aby wyłączyć alarm, światło oraz oszczędzać baterię. xyxy=(1165,1165,1360,1181)
section-body: ในการตั้งเวลาบนอุปกรณ์ FLIP+ TRAVEL ของคุณ โปรดทำตามคำแนะนำด้านล่าง: 1. กดปุ่ม SET ที่ด้านหลังของอุปกรณ์ค้างไว้เพื่อเริ่มตั้งเวลา 2. ใช้ปุ่มชั่วโมง (HR) และนาที (MIN) ที่ด้านหลังเพื่อปรับเวลา กด SET เพื่อยืนยัน 3. จากนั้นกด « + - » เพื่อเลือกรูปแบบเวลา (รูปแบบ 12/24 ชั่วโมง) กด SET เพื่อยืนยัน xyxy=(1674,929,1893,986)
language-column xyxy=(653,168,873,564)
section-heading: 时间设置 xyxy=(163,913,192,921)
section-heading: 旅行锁 xyxy=(163,1102,185,1110)
fold-line xyxy=(391,1422,392,1464)
section-body: Sie können die SCHLUMMERFUNKTION aktivieren, indem Sie einfach die Snooze/Light-Taste auf dem ON-Zeichen berühren. Der Alarm ertönt dann nach 5 Minuten erneut. xyxy=(908,386,1125,410)
section-heading: ТЕХНИЧЕСКИЕ ХАРАКТЕРИСТИКИ xyxy=(1931,531,2057,540)
section-body: Dimensiones: 85 x 53 x 25 mm Peso: 71 g Material*: ABS/cristal/acabado metálico Tensión de las pilas: 1,5 V Tipo de pilas: AAA Tipo de pantalla: LCD *(En función del modelo seleccionado) xyxy=(1674,542,1788,600)
fold-line xyxy=(643,813,644,855)
section-body: Größe: 85 x 53 x 25 mm Gewicht: 71 g Material*: ABS / Glas / Metallveredelung Batteriespannung: 1,5 V Batterietyp: AAA Display-Typ: LCD *(je nach gewähltem Modell) xyxy=(908,517,1025,575)
section-body: Aby ustawić czas na urządzeniu FLIP+ TRAVEL, postępuj zgodnie z następującymi instrukcjami: 1. Wciśnij i przytrzymaj przycisk SET w tylnej części urządzenia, aby rozpocząć ustawianie zegara. 2. Używaj przycisków godziny (HR) i minut (MIN) w tylnej części, aby ustawić czas. Wciśnij SET, aby zatwierdzić. 3. Następnie wciśnij « + - », aby wybrać format godziny (format 12- lub 24-godzinny). Wciśnij SET, aby zatwierdzić. xyxy=(1165,918,1381,984)
recycle-bin-icon xyxy=(2251,1325,2273,1349)
section-body: Możesz włączyć DRZEMKĘ dla alarmu, wciskając przycisk Snooze/Light powyżej znaku ON. Alarm rozlegnie się ponownie po 5 minutach. xyxy=(1165,1092,1376,1108)
language-column xyxy=(908,874,1128,1215)
section-body: ניתן להשתמש בשעון המעורר FLIP+ TRAVEL כדי להעיר אותך בבוקר. 1. ראשית, כוון את שעת ההשכמה הרצויה כשהמכשיר מונח עם סימן ON כלפי מעלה. 2. השתמש בלחצני HR ו-MIN בגב המכשיר כדי לכוון את שעת ההתראה. 3. ודא שסימן ON נשאר כלפי מעלה כדי להפעיל את ההתראה. 4. כדי לכבות, פשוט הפוך את המכשיר כך שסימן OFF יפנה כלפי מעלה. xyxy=(666,984,873,1033)
section-body: Możesz używać budzika FLIP+ TRAVEL, aby się budzić rano. 1. Najpierw ustaw pożądaną godzinę pobudki, umieszczając urządzenie z napisem ON skierowanym do góry. 2. Użyj przycisków HR i MIN w tylnej części urządzenia, aby ustawić godzinę alarmu. 3. Upewnij się, że napis ON jest skierowany ku górze, aby aktywować funkcję budzika. 4. Aby wyłączyć go, po prostu odwróć urządzenie, tak aby znak OFF był skierowany w górę. xyxy=(1165,1001,1379,1075)
section-heading: Erteleme xyxy=(1422,1081,1453,1089)
section-heading: כיוון שעה xyxy=(843,907,873,915)
width-dimension-label: 60 mm xyxy=(245,64,287,80)
section-heading: Hintergrundbeleuchtung xyxy=(908,416,994,424)
section-body: 您可以按照以下说明设置时间： 1. 长按设备背面的SET按键开始设置时间 2. 使用背面的时（HR）和分钟（MIN）按键进行设置，设置完成后按下SET按键确认 3. 按下 « + - » 选择您选择的格式（12/24小时格式），按下SET确认 xyxy=(163,925,381,966)
section-heading: Seyahat kilidi (Travel lock) xyxy=(1422,1163,1514,1171)
section-heading: TECHNISCHE EIGENSCHAPPEN xyxy=(1165,489,1278,498)
language-title: DEUTSCH xyxy=(908,168,998,188)
section-heading: 기술 규격 xyxy=(407,1162,437,1170)
section-heading: Snooze (répétition de l'alarme) xyxy=(653,375,760,384)
section-heading: Zaman Ayarı xyxy=(1422,907,1465,915)
fcc-mark-right: FC xyxy=(2203,1327,2224,1345)
language-column xyxy=(407,874,627,1237)
section-body: Die Uhr verfügt über einen Sperrschalter, mit dem Sie auf Reisen den Wecker deaktivieren, den Lichtschalter ausschalten und die Batterie schonen können. xyxy=(908,476,1110,501)
section-heading: Bloqueo para viaje xyxy=(1674,499,1739,507)
section-heading: נעילת נסיעה xyxy=(832,1104,873,1112)
section-heading: Réglage de l'heure xyxy=(653,201,718,209)
section-heading: ضبط المنبه xyxy=(1087,974,1128,982)
section-body: Aby podświetlić ekran w nocy, dotknij obszaru Snooze/Light powyżej znaku ON lub obszaru Light powyżej znaku OFF. Światło tła będzie aktywne przez 4 sekundy. xyxy=(1165,1124,1384,1148)
fold-line xyxy=(1663,110,1664,152)
section-heading: Rétro-éclairage xyxy=(653,408,707,416)
section-body: คุณสามารถเลื่อนปลุกได้โดยแตะที่บริเวณ Snooze/Light บนสัญลักษณ์ ON นาฬิกาจะปลุกอีกครั้งหลังจาก 5 นาที xyxy=(1674,1067,1880,1083)
section-heading: Retroiluminación xyxy=(1674,441,1734,450)
section-body: Часы оснащены кнопкой блокировки, которую можно использовать во время поездок, чтобы отключить будильник, подсветку и сэкономить заряд батареи. xyxy=(1931,502,2145,526)
section-heading: Światło tła xyxy=(1165,1113,1201,1122)
height-dimension-line xyxy=(63,151,65,775)
language-title: ESPAÑOL xyxy=(1674,168,1762,188)
footer-address: 91, Av. Jean-Baptiste Clément - 92100 Boulogne - FRANCE xyxy=(2121,1376,2302,1383)
fold-line xyxy=(2377,110,2378,152)
section-body: 이 시계에는 여행 시 알람을 비활성화하고 조명을 끄며 배터리를 절약할 수 있는 잠금 스위치 버튼이 있습니다. xyxy=(407,1139,623,1155)
section-heading: 時刻設定 xyxy=(2188,207,2217,216)
fold-line xyxy=(1154,249,1155,291)
section-heading: Uhrzeiteinstellung xyxy=(908,201,972,209)
section-body: Durante la notte è possibile accendere lo schermo semplicemente toccando l'area Snooze/Light sul lato con la scritta ON o l'area Light sul lato con la scritta OFF. La retroilluminazione dura 4 secondi. xyxy=(1422,410,1642,434)
section-heading: Alarm setting xyxy=(401,284,449,292)
section-heading: Настройка времени xyxy=(1931,201,2002,209)
section-heading: תאורה אחורית xyxy=(826,1071,873,1080)
section-heading: Mise en veille (mode voyage) xyxy=(653,449,754,457)
compliance-body: This device complies with part 15 of the FCC Rules. Operation is subject to the following two conditions: (1) This device may not cause harmful interference, and (2) This device must accept any interference received, including interference that may cause undesired operation. Notice: Any changes or modifications not expressly approved by the party responsible for compliance could void your authority to operate the equipment. xyxy=(1839,1148,2040,1231)
section-body: To set the time on your FLIP+ TRAVEL device, please follow the below instructions: 1. Long press the SET button on the back of the device to start setting the time. 2. Use both Hours (HR) and Minutes (MIN) buttons on the back to adjust the time. Press SET to validate. 3. Then press « + - » to select the time format (12/24-hour format). Press SET to validate. xyxy=(401,212,615,278)
fold-line xyxy=(2377,965,2378,1007)
fold-line xyxy=(1411,1422,1412,1464)
section-heading: TECHNISCHE DATEN xyxy=(908,506,983,515)
section-heading: Configuración de la alarma xyxy=(1674,301,1768,309)
